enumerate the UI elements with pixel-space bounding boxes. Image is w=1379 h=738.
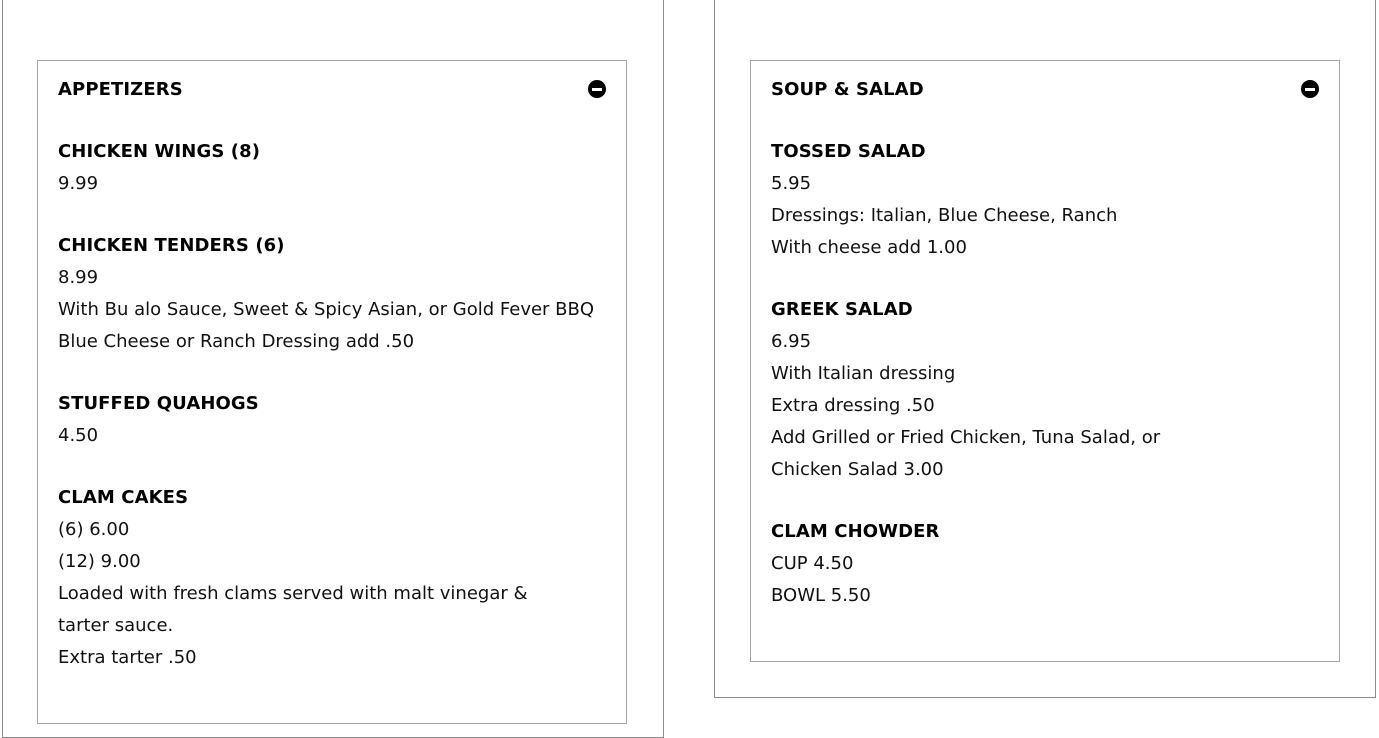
menu-item — [58, 482, 606, 674]
minus-circle-icon[interactable] — [1301, 80, 1319, 98]
menu-item-name: GREEK SALAD — [771, 299, 913, 320]
menu-item-price: CUP 4.50 — [771, 553, 854, 574]
menu-item-description: Extra dressing .50 — [771, 395, 935, 416]
menu-item-price: 5.95 — [771, 173, 812, 194]
menu-item — [771, 136, 1319, 264]
menu-item — [58, 388, 606, 452]
menu-item-description: Blue Cheese or Ranch Dressing add .50 — [58, 331, 415, 352]
panel-title: SOUP & SALAD — [771, 79, 924, 100]
menu-item-price: (12) 9.00 — [58, 551, 141, 572]
appetizers-panel — [37, 60, 627, 724]
minus-circle-icon[interactable] — [588, 80, 606, 98]
menu-item-price: 4.50 — [58, 425, 99, 446]
menu-item-name: CLAM CHOWDER — [771, 521, 940, 542]
menu-item-description: Loaded with fresh clams served with malt vinegar & — [58, 583, 528, 604]
menu-item-description: With cheese add 1.00 — [771, 237, 967, 258]
panel-title: APPETIZERS — [58, 79, 183, 100]
menu-item-name: CHICKEN TENDERS (6) — [58, 235, 285, 256]
menu-item-name: STUFFED QUAHOGS — [58, 393, 259, 414]
menu-item-description: tarter sauce. — [58, 615, 174, 636]
menu-item-description: With Italian dressing — [771, 363, 956, 384]
menu-item-price: BOWL 5.50 — [771, 585, 871, 606]
soup-salad-panel — [750, 60, 1340, 662]
menu-item-price: 8.99 — [58, 267, 99, 288]
appetizers-panel-header[interactable] — [58, 77, 606, 103]
menu-item — [58, 136, 606, 200]
menu-item-price: 6.95 — [771, 331, 812, 352]
menu-item — [58, 230, 606, 358]
menu-item — [771, 516, 1319, 612]
menu-item-description: Chicken Salad 3.00 — [771, 459, 944, 480]
menu-item-list — [58, 136, 606, 704]
menu-item — [771, 294, 1319, 486]
menu-item-description: Add Grilled or Fried Chicken, Tuna Salad, or — [771, 427, 1161, 448]
menu-item-name: TOSSED SALAD — [771, 141, 926, 162]
menu-item-description: Dressings: Italian, Blue Cheese, Ranch — [771, 205, 1118, 226]
menu-item-price: (6) 6.00 — [58, 519, 130, 540]
menu-item-description: Extra tarter .50 — [58, 647, 197, 668]
menu-item-name: CLAM CAKES — [58, 487, 189, 508]
menu-item-list — [771, 136, 1319, 642]
menu-item-description: With Bu alo Sauce, Sweet & Spicy Asian, or Gold Fever BBQ — [58, 299, 595, 320]
menu-item-name: CHICKEN WINGS (8) — [58, 141, 261, 162]
soup-salad-panel-header[interactable] — [771, 77, 1319, 103]
menu-item-price: 9.99 — [58, 173, 99, 194]
